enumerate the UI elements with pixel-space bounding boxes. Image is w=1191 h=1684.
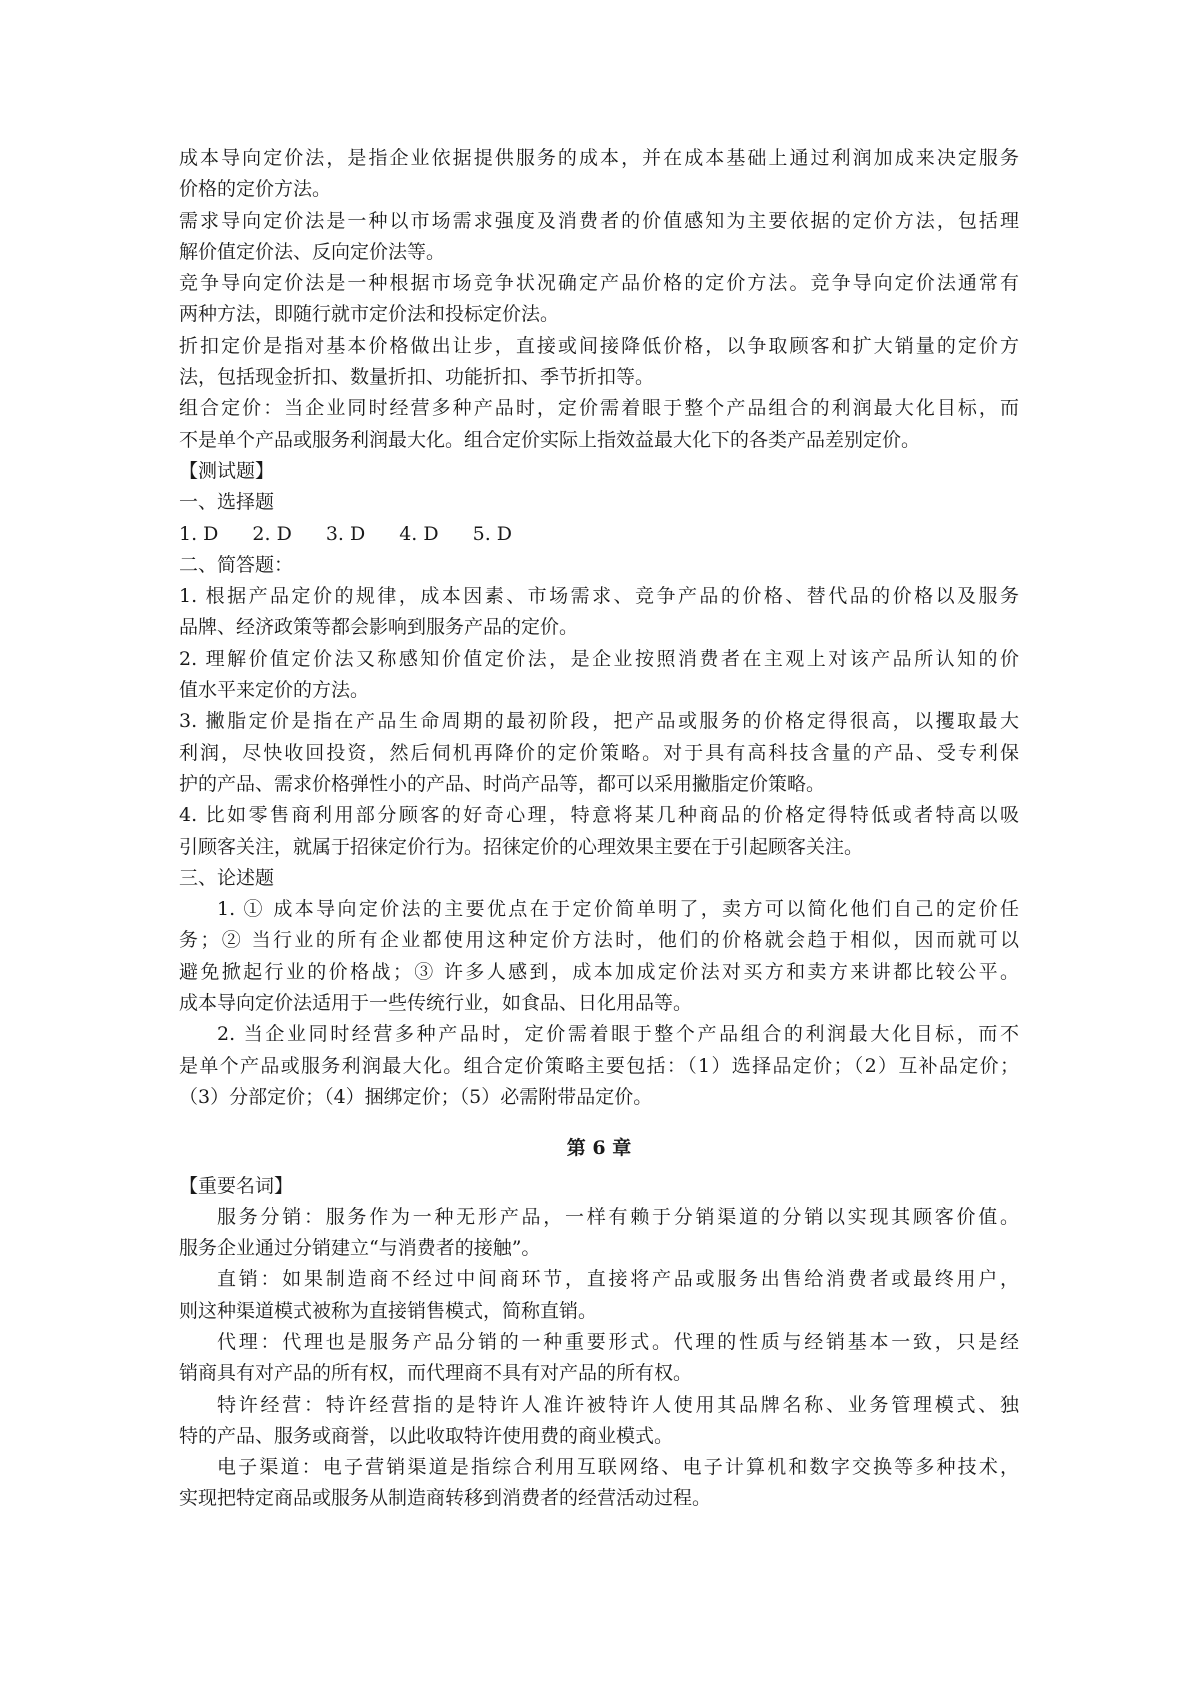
term-line: 直销：如果制造商不经过中间商环节，直接将产品或服务出售给消费者或最终用户，: [217, 1268, 1019, 1291]
term-line: 则这种渠道模式被称为直接销售模式，简称直销。: [179, 1299, 598, 1322]
section-heading-short: 二、简答题：: [179, 553, 294, 576]
choice-answer: 4. D: [399, 522, 439, 545]
choice-answer: 3. D: [325, 522, 366, 545]
term-line: 代理：代理也是服务产品分销的一种重要形式。代理的性质与经销基本一致，只是经: [217, 1330, 1019, 1353]
section-heading-essay: 三、论述题: [179, 866, 275, 889]
essay-answer-line: 避免掀起行业的价格战；③ 许多人感到，成本加成定价法对买方和卖方来讲都比较公平。: [179, 960, 1019, 983]
essay-answer-line: 务；② 当行业的所有企业都使用这种定价方法时，他们的价格就会趋于相似，因而就可以: [179, 929, 1019, 952]
choice-answer: 5. D: [472, 522, 513, 545]
terms-block: [179, 1202, 1019, 1515]
choice-answers: [179, 519, 1019, 550]
section-heading-choice: 一、选择题: [179, 491, 275, 514]
short-answer-line: 1. 根据产品定价的规律，成本因素、市场需求、竞争产品的价格、替代品的价格以及服务: [179, 585, 1019, 608]
definition-line: 两种方法，即随行就市定价法和投标定价法。: [179, 303, 560, 326]
definition-line: 不是单个产品或服务利润最大化。组合定价实际上指效益最大化下的各类产品差别定价。: [179, 428, 921, 451]
term-line: 电子渠道：电子营销渠道是指综合利用互联网络、电子计算机和数字交换等多种技术，: [217, 1456, 1019, 1479]
definition-line: 成本导向定价法，是指企业依据提供服务的成本，并在成本基础上通过利润加成来决定服务: [179, 147, 1019, 169]
terms-heading: 【重要名词】: [179, 1174, 294, 1197]
term-line: 服务企业通过分销建立“与消费者的接触”。: [179, 1237, 541, 1260]
choice-answer: 1. D: [179, 522, 219, 545]
term-line: 特的产品、服务或商誉，以此收取特许使用费的商业模式。: [179, 1424, 674, 1447]
document-page: [179, 143, 1019, 1515]
chapter-title: 第 6 章: [566, 1137, 632, 1160]
short-answers-block: [179, 581, 1019, 863]
definition-line: 价格的定价方法。: [179, 178, 332, 201]
short-answer-line: 护的产品、需求价格弹性小的产品、时尚产品等，都可以采用撇脂定价策略。: [179, 772, 826, 795]
definition-line: 解价值定价法、反向定价法等。: [179, 240, 446, 263]
term-line: 实现把特定商品或服务从制造商转移到消费者的经营活动过程。: [179, 1487, 712, 1510]
definition-line: 竞争导向定价法是一种根据市场竞争状况确定产品价格的定价方法。竞争导向定价法通常有: [179, 272, 1019, 295]
short-answer-line: 3. 撇脂定价是指在产品生命周期的最初阶段，把产品或服务的价格定得很高，以攫取最大: [179, 710, 1019, 733]
essay-answers-block: [179, 894, 1019, 1113]
test-heading: 【测试题】: [179, 459, 275, 482]
short-answer-line: 引顾客关注，就属于招徕定价行为。招徕定价的心理效果主要在于引起顾客关注。: [179, 835, 864, 858]
essay-answer-line: 是单个产品或服务利润最大化。组合定价策略主要包括：（1）选择品定价；（2）互补品定价；: [179, 1054, 1019, 1077]
short-answer-line: 2. 理解价值定价法又称感知价值定价法，是企业按照消费者在主观上对该产品所认知的价: [179, 647, 1019, 670]
essay-answer-line: 1. ① 成本导向定价法的主要优点在于定价简单明了，卖方可以简化他们自己的定价任: [217, 898, 1019, 921]
essay-answer-line: 2. 当企业同时经营多种产品时，定价需着眼于整个产品组合的利润最大化目标，而不: [217, 1023, 1019, 1046]
definitions-block: [179, 143, 1019, 456]
choice-answer: 2. D: [252, 522, 292, 545]
definition-line: 法，包括现金折扣、数量折扣、功能折扣、季节折扣等。: [179, 366, 655, 389]
short-answer-line: 品牌、经济政策等都会影响到服务产品的定价。: [179, 616, 579, 639]
short-answer-line: 利润，尽快收回投资，然后伺机再降价的定价策略。对于具有高科技含量的产品、受专利保: [179, 741, 1019, 764]
definition-line: 组合定价：当企业同时经营多种产品时，定价需着眼于整个产品组合的利润最大化目标，而: [179, 397, 1019, 420]
short-answer-line: 值水平来定价的方法。: [179, 679, 370, 702]
term-line: 特许经营：特许经营指的是特许人准许被特许人使用其品牌名称、业务管理模式、独: [217, 1393, 1019, 1416]
essay-answer-line: 成本导向定价法适用于一些传统行业，如食品、日化用品等。: [179, 992, 693, 1015]
term-line: 服务分销：服务作为一种无形产品，一样有赖于分销渠道的分销以实现其顾客价值。: [217, 1205, 1019, 1228]
essay-answer-line: （3）分部定价；（4）捆绑定价；（5）必需附带品定价。: [179, 1085, 653, 1108]
term-line: 销商具有对产品的所有权，而代理商不具有对产品的所有权。: [179, 1362, 693, 1385]
definition-line: 需求导向定价法是一种以市场需求强度及消费者的价值感知为主要依据的定价方法，包括理: [179, 209, 1019, 232]
short-answer-line: 4. 比如零售商利用部分顾客的好奇心理，特意将某几种商品的价格定得特低或者特高以吸: [179, 804, 1019, 827]
definition-line: 折扣定价是指对基本价格做出让步，直接或间接降低价格，以争取顾客和扩大销量的定价方: [179, 334, 1019, 357]
